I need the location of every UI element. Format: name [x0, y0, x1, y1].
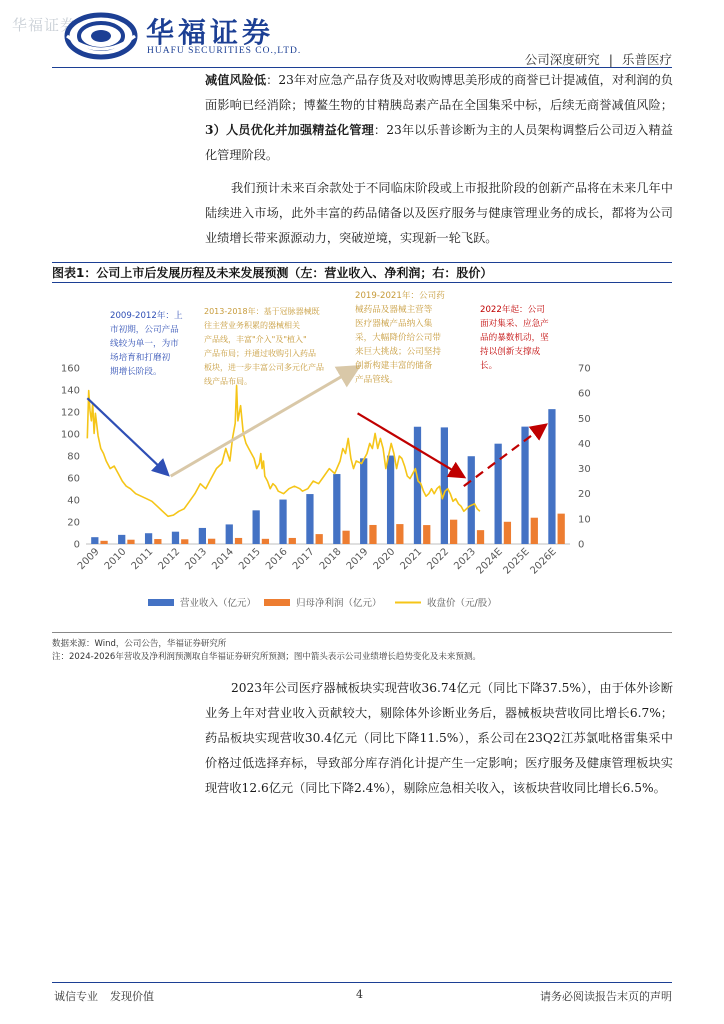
header-right	[525, 50, 672, 68]
annotation-2022-onward-line: 面对集采、应急产	[480, 319, 549, 329]
bar-revenue	[521, 427, 528, 544]
left-axis-tick-label: 120	[60, 407, 80, 419]
figure-note: 注：2024-2026年营收及净利润预测取自华福证券研究所预测；图中箭头表示公司业绩增长趋势变化及未来预测。	[52, 652, 481, 662]
bar-revenue	[172, 532, 179, 544]
huafu-logo-icon	[64, 12, 138, 60]
bar-revenue	[91, 537, 98, 544]
x-axis-tick-label: 2020	[371, 546, 398, 573]
bar-net-profit	[396, 524, 403, 544]
legend-revenue-swatch	[148, 599, 174, 606]
bar-revenue	[306, 494, 313, 544]
header-separator: |	[608, 52, 613, 67]
bar-revenue	[468, 456, 475, 544]
left-axis-tick-label: 140	[60, 385, 80, 397]
left-axis-tick-label: 80	[67, 451, 80, 463]
annotation-2022-onward-line: 2022年起：公司	[480, 305, 545, 315]
bar-revenue	[387, 456, 394, 544]
bar-revenue	[548, 409, 555, 544]
bar-revenue	[145, 533, 152, 544]
x-axis-tick-label: 2022	[425, 546, 452, 573]
bar-revenue	[360, 458, 367, 544]
bar-net-profit	[100, 541, 107, 544]
annotation-2013-2018-line: 产品布局；并通过收购引入药品	[204, 349, 316, 358]
x-axis-tick-label: 2024E	[474, 546, 505, 577]
x-axis-tick-label: 2023	[452, 546, 479, 573]
bar-revenue	[118, 535, 125, 544]
page-number: 4	[356, 988, 363, 1001]
annotation-2022-onward-line: 持以创新支撑成	[480, 347, 541, 357]
annotation-2009-2012-line: 期增长阶段。	[110, 367, 162, 377]
x-axis-tick-label: 2026E	[528, 546, 559, 577]
bar-net-profit	[235, 538, 242, 544]
bar-revenue	[333, 474, 340, 544]
right-axis-tick-label: 10	[578, 514, 591, 526]
x-axis-tick-label: 2015	[237, 546, 263, 573]
right-axis-tick-label: 40	[578, 438, 591, 450]
x-axis-tick-label: 2025E	[501, 546, 532, 577]
left-axis-tick-label: 60	[67, 473, 80, 485]
x-axis-tick-label: 2014	[210, 546, 237, 573]
x-axis-tick-label: 2012	[156, 546, 183, 573]
legend-revenue-label: 营业收入（亿元）	[180, 598, 257, 609]
bar-net-profit	[558, 514, 565, 544]
bar-net-profit	[127, 540, 134, 544]
x-axis-tick-label: 2017	[290, 546, 317, 573]
footer-slogan-2: 发现价值	[110, 990, 154, 1003]
x-axis-tick-label: 2018	[317, 546, 344, 573]
figure-source: 数据来源：Wind，公司公告，华福证券研究所	[52, 639, 227, 649]
trend-arrow	[87, 398, 166, 473]
paragraph-outlook: 我们预计未来百余款处于不同临床阶段或上市报批阶段的创新产品将在未来几年中陆续进入市场，此外丰富的药品储备以及医疗服务与健康管理业务的成长，都将为公司业绩增长带来源源动力，突破逆境，实现新一轮飞跃。	[205, 181, 673, 245]
annotation-2019-2021-line: 创新构建丰富的储备	[355, 361, 433, 371]
bold-phrase-impairment: 减值风险低	[205, 73, 267, 87]
trend-arrow	[464, 426, 545, 486]
annotation-2013-2018	[204, 306, 324, 386]
annotation-2009-2012-line: 市初期，公司产品	[110, 325, 179, 335]
annotation-2019-2021-line: 医疗器械产品纳入集	[355, 319, 433, 329]
annotation-2022-onward	[480, 303, 549, 371]
left-axis-tick-label: 100	[60, 429, 80, 441]
right-axis-tick-label: 0	[578, 539, 585, 551]
annotation-2013-2018-line: 往主营业务积累的器械相关	[204, 321, 300, 330]
watermark: 华福证券	[12, 16, 77, 34]
bar-net-profit	[531, 518, 538, 544]
bar-revenue	[279, 500, 286, 544]
annotation-2019-2021-line: 2019-2021年：公司药	[355, 291, 445, 301]
annotation-2013-2018-line: 线产品布局。	[204, 377, 252, 386]
bar-net-profit	[504, 522, 511, 544]
bar-net-profit	[477, 530, 484, 544]
bar-net-profit	[342, 531, 349, 544]
bar-net-profit	[181, 539, 188, 544]
x-axis-tick-label: 2010	[102, 546, 129, 573]
left-axis-tick-label: 0	[73, 539, 80, 551]
annotation-2009-2012-line: 线较为单一，为市	[110, 339, 179, 349]
x-axis-tick-label: 2016	[264, 546, 290, 573]
footer-disclaimer: 请务必阅读报告末页的声明	[540, 990, 672, 1003]
annotation-2022-onward-line: 长。	[480, 361, 498, 371]
x-axis-tick-label: 2013	[183, 546, 210, 573]
bar-revenue	[199, 528, 206, 544]
figure-title: 图表1：公司上市后发展历程及未来发展预测（左：营业收入、净利润；右：股价）	[52, 266, 493, 280]
annotation-2013-2018-line: 2013-2018年：基于冠脉器械既	[204, 307, 320, 316]
paragraph-segments: 2023年公司医疗器械板块实现营收36.74亿元（同比下降37.5%），由于体外诊断业务上年对营业收入贡献较大，剔除体外诊断业务后，器械板块营收同比增长6.7%；药品板块实现营收30.4亿元（同比下降11.5%），系公司在23Q2江苏氯吡格雷集采中价格过低选择弃标，导致部分库存消化计提产生一定影响；医疗服务及健康管理板块实现营收12.6亿元（同比下降2.4%），剔除应急相关收入，该板块营收同比增长6.5%。	[205, 681, 673, 795]
bar-revenue	[441, 427, 448, 544]
annotation-2022-onward-line: 品的暴数机动，坚	[480, 333, 549, 343]
annotation-2009-2012-line: 2009-2012年：上	[110, 311, 183, 321]
footer-slogan	[54, 988, 154, 1004]
right-axis-tick-label: 70	[578, 363, 591, 375]
annotation-2013-2018-line: 产品线，丰富"介入"及"植入"	[204, 335, 307, 344]
paragraph-risk	[205, 68, 673, 168]
bar-net-profit	[369, 525, 376, 544]
bar-net-profit	[289, 538, 296, 544]
footer-divider	[52, 982, 672, 983]
x-axis-tick-label: 2009	[75, 546, 102, 573]
bar-revenue	[414, 427, 421, 544]
right-axis-tick-label: 30	[578, 464, 591, 476]
left-axis-tick-label: 40	[67, 495, 80, 507]
right-axis-tick-label: 50	[578, 413, 591, 425]
bar-net-profit	[208, 539, 215, 544]
report-type: 公司深度研究	[524, 52, 600, 67]
footer-slogan-1: 诚信专业	[54, 990, 98, 1003]
x-axis-tick-label: 2019	[344, 546, 371, 573]
annotation-2009-2012-line: 场培育和打磨初	[110, 353, 171, 363]
annotation-2019-2021-line: 产品管线。	[355, 375, 398, 385]
bar-revenue	[253, 510, 260, 544]
development-chart	[52, 284, 672, 632]
annotation-2019-2021	[355, 289, 445, 385]
annotation-2013-2018-line: 板块，进一步丰富公司多元化产品	[204, 363, 324, 372]
trend-arrow	[171, 368, 357, 476]
logo-english-name: HUAFU SECURITIES CO.,LTD.	[147, 46, 302, 56]
logo-chinese-name: 华福证券	[146, 16, 275, 49]
x-axis-tick-label: 2021	[398, 546, 425, 573]
bar-net-profit	[316, 534, 323, 544]
bar-net-profit	[154, 539, 161, 544]
legend-price-label: 收盘价（元/股）	[427, 598, 497, 609]
annotation-2019-2021-line: 采，大幅降价给公司带	[355, 333, 441, 343]
text-impairment: ：23年对应急产品存货及对收购博思美形成的商誉已计提减值，对利润的负面影响已经消除；博鳌生物的甘精胰岛素产品在全国集采中标，后续无商誉减值风险；	[205, 73, 674, 112]
annotation-2019-2021-line: 械药品及器械主营等	[355, 305, 433, 315]
figure-bottom-rule	[52, 632, 672, 633]
left-axis-tick-label: 160	[60, 363, 80, 375]
bar-net-profit	[262, 539, 269, 544]
bar-net-profit	[423, 525, 430, 544]
annotation-2019-2021-line: 来巨大挑战；公司坚持	[355, 347, 441, 357]
annotation-2009-2012	[110, 309, 183, 377]
legend-net-profit-label: 归母净利润（亿元）	[296, 598, 382, 609]
bar-revenue	[226, 524, 233, 544]
company-name: 乐普医疗	[621, 52, 672, 67]
x-axis-tick-label: 2011	[129, 546, 156, 573]
right-axis-tick-label: 60	[578, 388, 591, 400]
legend-net-profit-swatch	[264, 599, 290, 606]
bold-phrase-staff: 3）人员优化并加强精益化管理	[205, 123, 374, 137]
right-axis-tick-label: 20	[578, 489, 591, 501]
text-staff: ：23年以乐普诊断为主的人员架构调整后公司迈入精益化管理阶段。	[205, 123, 673, 162]
left-axis-tick-label: 20	[67, 517, 80, 529]
bar-net-profit	[450, 520, 457, 544]
